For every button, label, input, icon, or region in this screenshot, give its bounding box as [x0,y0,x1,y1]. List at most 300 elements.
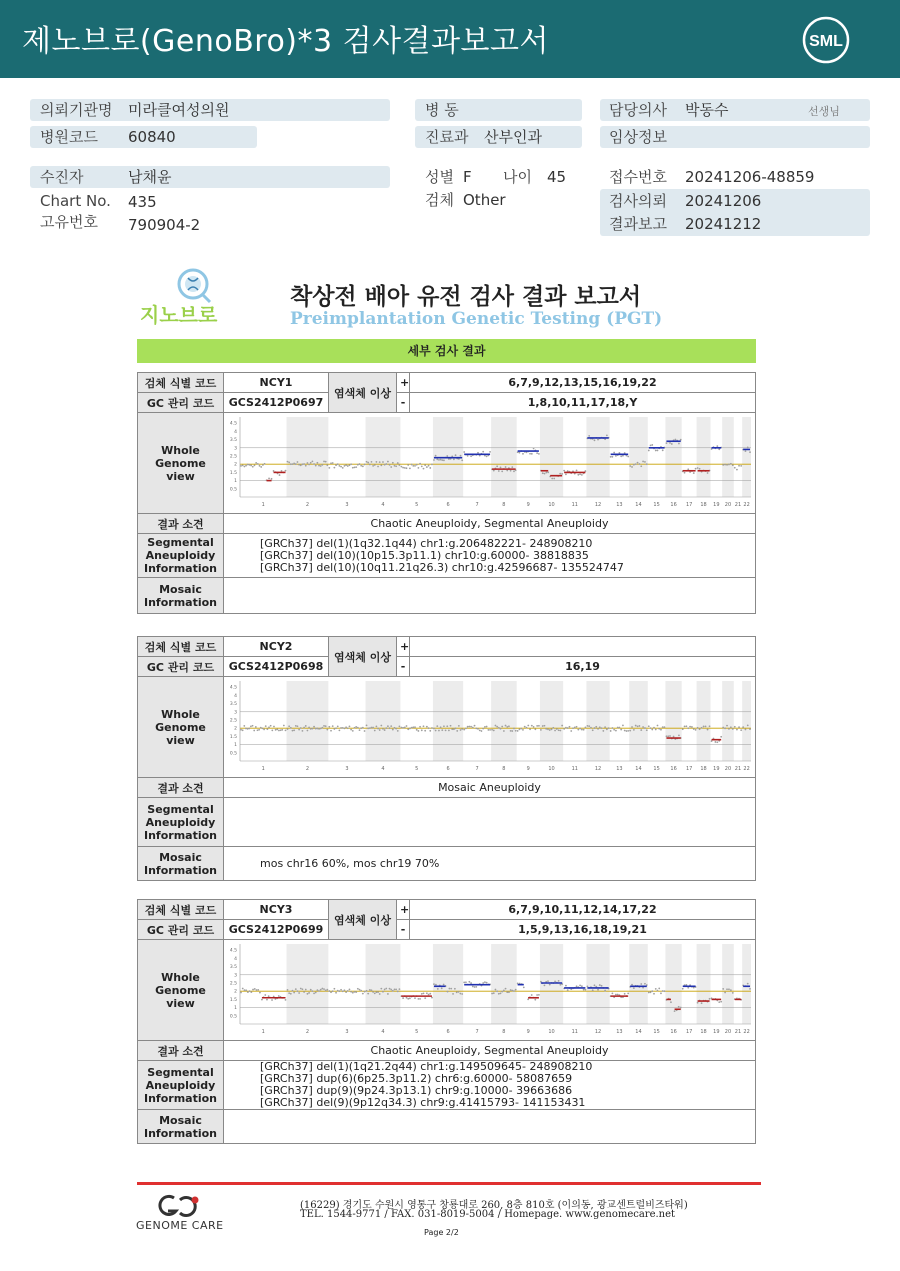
copy-number-point [540,729,542,731]
copy-number-point [468,726,470,728]
copy-number-point [699,468,701,470]
copy-number-point [436,458,438,460]
finding-label: 결과 소견 [138,1041,224,1061]
copy-number-point [263,729,265,731]
copy-number-point [579,728,581,730]
copy-number-point [326,464,328,466]
copy-number-point [242,464,244,466]
report-title: 착상전 배아 유전 검사 결과 보고서 [290,284,642,310]
copy-number-point [604,990,606,992]
copy-number-point [465,981,467,983]
copy-number-point [640,729,642,731]
copy-number-point [293,992,295,994]
copy-number-point [340,989,342,991]
segmental-line: [GRCh37] del(1)(1q21.2q44) chr1:g.149509645- 248908210 [260,1060,593,1073]
copy-number-point [506,991,508,993]
copy-number-point [350,463,352,465]
chromosome-tick-label: 6 [446,766,450,772]
copy-number-point [416,729,418,731]
copy-number-point [402,727,404,729]
copy-number-point [360,465,362,467]
copy-number-point [450,725,452,727]
copy-number-point [699,728,701,730]
finding-value: Mosaic Aneuploidy [224,778,756,798]
chromosome-tick-label: 5 [415,766,419,772]
copy-number-point [384,464,386,466]
copy-number-point [458,991,460,993]
copy-number-point [424,464,426,466]
copy-number-point [409,728,411,730]
chromosome-tick-label: 17 [685,1029,693,1035]
copy-number-point [278,730,280,732]
copy-number-point [701,1002,703,1004]
copy-number-point [349,464,351,466]
copy-number-point [429,467,431,469]
copy-number-point [651,990,653,992]
copy-number-point [376,991,378,993]
copy-number-point [240,729,242,731]
copy-number-point [300,464,302,466]
copy-number-point [651,729,653,731]
copy-number-point [429,993,431,995]
copy-number-point [697,467,699,469]
copy-number-point [495,989,497,991]
copy-number-point [556,728,558,730]
copy-number-point [342,990,344,992]
mosaic-value [224,578,756,614]
copy-number-point [527,998,529,1000]
copy-number-point [460,455,462,457]
copy-number-point [738,726,740,728]
chromosome-tick-label: 15 [653,502,660,508]
copy-number-point [443,725,445,727]
wgv-plot-cell [224,677,756,778]
copy-number-point [247,728,249,730]
copy-number-point [323,988,325,990]
y-tick-label: 1.5 [229,470,237,476]
sample-id-label: 검체 식별 코드 [138,373,224,393]
copy-number-point [318,728,320,730]
genobro-logo [136,266,250,330]
copy-number-point [407,998,409,1000]
y-tick-label: 3.5 [229,965,237,971]
copy-number-point [730,989,732,991]
copy-number-point [372,727,374,729]
loss-symbol: - [397,657,410,677]
copy-number-point [261,999,263,1001]
finding-value: Chaotic Aneuploidy, Segmental Aneuploidy [224,514,756,534]
copy-number-point [456,730,458,732]
copy-number-point [517,730,519,732]
copy-number-point [467,726,469,728]
chromosome-band [586,681,609,761]
copy-number-point [385,727,387,729]
chromosome-band [665,417,681,497]
copy-number-point [243,466,245,468]
copy-number-point [312,728,314,730]
copy-number-point [379,993,381,995]
copy-number-point [587,985,589,987]
copy-number-point [424,730,426,732]
copy-number-point [295,463,297,465]
copy-number-point [745,450,747,452]
copy-number-point [470,726,472,728]
report-subtitle: Preimplantation Genetic Testing (PGT) [290,309,663,329]
copy-number-point [380,725,382,727]
copy-number-point [493,730,495,732]
copy-number-point [345,991,347,993]
copy-number-point [339,729,341,731]
copy-number-point [394,465,396,467]
copy-number-point [339,465,341,467]
copy-number-point [567,989,569,991]
copy-number-point [747,983,749,985]
copy-number-point [662,726,664,728]
chromosome-tick-label: 2 [305,1029,310,1035]
copy-number-point [451,728,453,730]
copy-number-point [644,461,646,463]
copy-number-point [262,727,264,729]
copy-number-point [678,443,680,445]
copy-number-point [570,730,572,732]
copy-number-point [271,478,273,480]
copy-number-point [349,989,351,991]
copy-number-point [533,448,535,450]
chromosome-tick-label: 8 [502,1029,506,1035]
copy-number-point [440,726,442,728]
copy-number-point [279,474,281,476]
copy-number-point [397,730,399,732]
copy-number-point [419,726,421,728]
copy-number-point [290,727,292,729]
copy-number-point [369,727,371,729]
copy-number-point [409,997,411,999]
chromosome-band [586,417,609,497]
chromosome-tick-label: 13 [616,1029,623,1035]
copy-number-point [531,453,533,455]
copy-number-point [646,729,648,731]
copy-number-point [435,730,437,732]
sample-table-1 [137,372,756,614]
copy-number-point [726,988,728,990]
gc-code-label: GC 관리 코드 [138,920,224,940]
copy-number-point [438,730,440,732]
copy-number-point [726,725,728,727]
copy-number-point [547,728,549,730]
copy-number-point [482,982,484,984]
copy-number-point [359,729,361,731]
copy-number-point [730,726,732,728]
copy-number-point [707,472,709,474]
copy-number-point [633,987,635,989]
chromosome-tick-label: 9 [526,766,530,772]
copy-number-point [266,728,268,730]
copy-number-point [474,725,476,727]
copy-number-point [655,988,657,990]
wgv-label: Whole Genome view [138,413,224,514]
copy-number-point [738,465,740,467]
copy-number-point [421,465,423,467]
copy-number-point [285,470,287,472]
chromosome-tick-label: 6 [446,1029,450,1035]
copy-number-point [513,728,515,730]
copy-number-point [510,730,512,732]
segmental-line: [GRCh37] del(1)(1q32.1q44) chr1:g.206482221- 248908210 [260,536,593,550]
copy-number-point [581,985,583,987]
specimen-value: Other [463,191,506,209]
sample-id-value: NCY2 [224,637,329,657]
copy-number-point [505,466,507,468]
copy-number-point [477,452,479,454]
copy-number-point [714,741,716,743]
copy-number-point [486,455,488,457]
copy-number-point [371,461,373,463]
copy-number-point [510,470,512,472]
copy-number-point [419,463,421,465]
sample-id-value: NCY3 [224,900,329,920]
copy-number-point [602,730,604,732]
copy-number-point [266,999,268,1001]
copy-number-point [491,993,493,995]
copy-number-point [283,725,285,727]
copy-number-point [315,465,317,467]
copy-number-point [431,727,433,729]
chromosome-band [697,944,711,1024]
chromosome-tick-label: 12 [594,766,602,772]
chromosome-band [433,681,463,761]
copy-number-point [695,468,697,470]
copy-number-point [617,727,619,729]
sex-label: 성별 [425,168,454,186]
copy-number-point [330,462,332,464]
copy-number-point [325,461,327,463]
copy-number-point [724,727,726,729]
loss-chromosomes: 1,8,10,11,17,18,Y [410,393,756,413]
copy-number-point [433,728,435,730]
copy-number-point [340,727,342,729]
copy-number-point [461,993,463,995]
copy-number-point [470,455,472,457]
copy-number-point [519,452,521,454]
copy-number-point [653,727,655,729]
copy-number-point [515,730,517,732]
copy-number-point [458,725,460,727]
copy-number-point [419,998,421,1000]
segmental-value [224,1061,756,1110]
copy-number-point [680,1007,682,1009]
copy-number-point [538,994,540,996]
chromosome-tick-label: 6 [446,502,450,508]
chromosome-band [742,417,751,497]
copy-number-point [249,990,251,992]
copy-number-point [404,727,406,729]
clinical-label: 임상정보 [609,128,667,146]
chromosome-tick-label: 22 [743,1029,750,1035]
copy-number-point [624,730,626,732]
copy-number-point [684,725,686,727]
copy-number-point [392,462,394,464]
copy-number-point [524,726,526,728]
copy-number-point [385,988,387,990]
y-tick-label: 0.5 [229,487,237,493]
copy-number-point [293,729,295,731]
copy-number-point [657,725,659,727]
chromosome-tick-label: 7 [475,766,479,772]
specimen-label: 검체 [425,191,454,209]
copy-number-point [637,462,639,464]
copy-number-point [612,992,614,994]
copy-number-point [320,728,322,730]
copy-number-point [736,469,738,471]
copy-number-point [276,729,278,731]
copy-number-point [673,736,675,738]
copy-number-point [453,458,455,460]
copy-number-point [610,730,612,732]
copy-number-point [268,477,270,479]
copy-number-point [544,984,546,986]
copy-number-point [583,989,585,991]
copy-number-point [511,990,513,992]
copy-number-point [693,472,695,474]
copy-number-point [601,727,603,729]
chromosome-tick-label: 14 [635,1029,642,1035]
copy-number-point [493,470,495,472]
copy-number-point [446,725,448,727]
copy-number-point [337,463,339,465]
copy-number-point [642,461,644,463]
copy-number-point [612,456,614,458]
copy-number-point [724,992,726,994]
chromosome-tick-label: 1 [261,1029,265,1035]
copy-number-point [264,994,266,996]
copy-number-point [367,727,369,729]
copy-number-point [529,453,531,455]
copy-number-point [390,725,392,727]
finding-value: Chaotic Aneuploidy, Segmental Aneuploidy [224,1041,756,1061]
copy-number-point [345,726,347,728]
copy-number-point [662,990,664,992]
requested-value: 20241206 [685,192,762,210]
copy-number-point [576,985,578,987]
copy-number-point [554,730,556,732]
copy-number-point [576,726,578,728]
copy-number-point [421,993,423,995]
copy-number-point [347,990,349,992]
y-tick-label: 4 [234,956,237,962]
copy-number-point [534,999,536,1001]
copy-number-point [307,462,309,464]
chart-value: 435 [128,193,157,211]
copy-number-point [515,989,517,991]
copy-number-point [390,989,392,991]
gain-symbol: + [397,900,410,920]
copy-number-point [407,728,409,730]
copy-number-point [670,1001,672,1003]
copy-number-point [325,989,327,991]
abnormal-label: 염색체 이상 [329,900,397,940]
y-tick-label: 4 [234,693,237,699]
chromosome-tick-label: 16 [670,502,677,508]
copy-number-point [558,980,560,982]
copy-number-point [455,454,457,456]
segmental-label: Segmental Aneuploidy Information [138,798,224,847]
copy-number-point [414,465,416,467]
copy-number-point [463,981,465,983]
copy-number-point [392,729,394,731]
copy-number-point [489,451,491,453]
copy-number-point [597,728,599,730]
finding-label: 결과 소견 [138,514,224,534]
mosaic-label: Mosaic Information [138,847,224,881]
copy-number-point [417,730,419,732]
copy-number-point [292,990,294,992]
chromosome-tick-label: 12 [594,502,602,508]
chromosome-tick-label: 13 [616,502,623,508]
copy-number-point [745,729,747,731]
copy-number-point [565,985,567,987]
copy-number-point [554,981,556,983]
copy-number-point [333,728,335,730]
copy-number-point [454,988,456,990]
copy-number-point [565,727,567,729]
copy-number-point [523,986,525,988]
chromosome-tick-label: 19 [713,502,720,508]
copy-number-point [474,986,476,988]
copy-number-point [387,461,389,463]
sample-id-label: 검체 식별 코드 [138,900,224,920]
copy-number-point [384,729,386,731]
copy-number-point [486,982,488,984]
copy-number-point [489,729,491,731]
chromosome-tick-label: 21 [734,766,742,772]
copy-number-point [640,465,642,467]
copy-number-point [321,727,323,729]
copy-number-point [595,726,597,728]
copy-number-point [421,729,423,731]
copy-number-point [730,463,732,465]
copy-number-point [428,994,430,996]
copy-number-point [366,724,368,726]
copy-number-point [452,993,454,995]
copy-number-point [658,988,660,990]
copy-number-point [382,728,384,730]
gc-code-label: GC 관리 코드 [138,657,224,677]
copy-number-point [281,470,283,472]
gc-code-label: GC 관리 코드 [138,393,224,413]
chromosome-tick-label: 8 [502,502,506,508]
copy-number-point [447,991,449,993]
abnormal-label: 염색체 이상 [329,637,397,677]
copy-number-point [245,989,247,991]
genobro-logo-text: 지노브로 [140,303,218,327]
copy-number-point [307,993,309,995]
copy-number-point [259,992,261,994]
copy-number-point [305,725,307,727]
copy-number-point [740,729,742,731]
copy-number-point [533,726,535,728]
copy-number-point [308,726,310,728]
reported-label: 결과보고 [609,215,667,233]
doctor-suffix: 선생님 [808,105,840,118]
copy-number-point [275,729,277,731]
copy-number-point [638,725,640,727]
doctor-value: 박동수 [685,101,729,119]
age-label: 나이 [503,168,532,186]
chromosome-tick-label: 7 [475,502,479,508]
hospital-code-value: 60840 [128,128,176,146]
gain-chromosomes [410,637,756,657]
copy-number-point [297,725,299,727]
